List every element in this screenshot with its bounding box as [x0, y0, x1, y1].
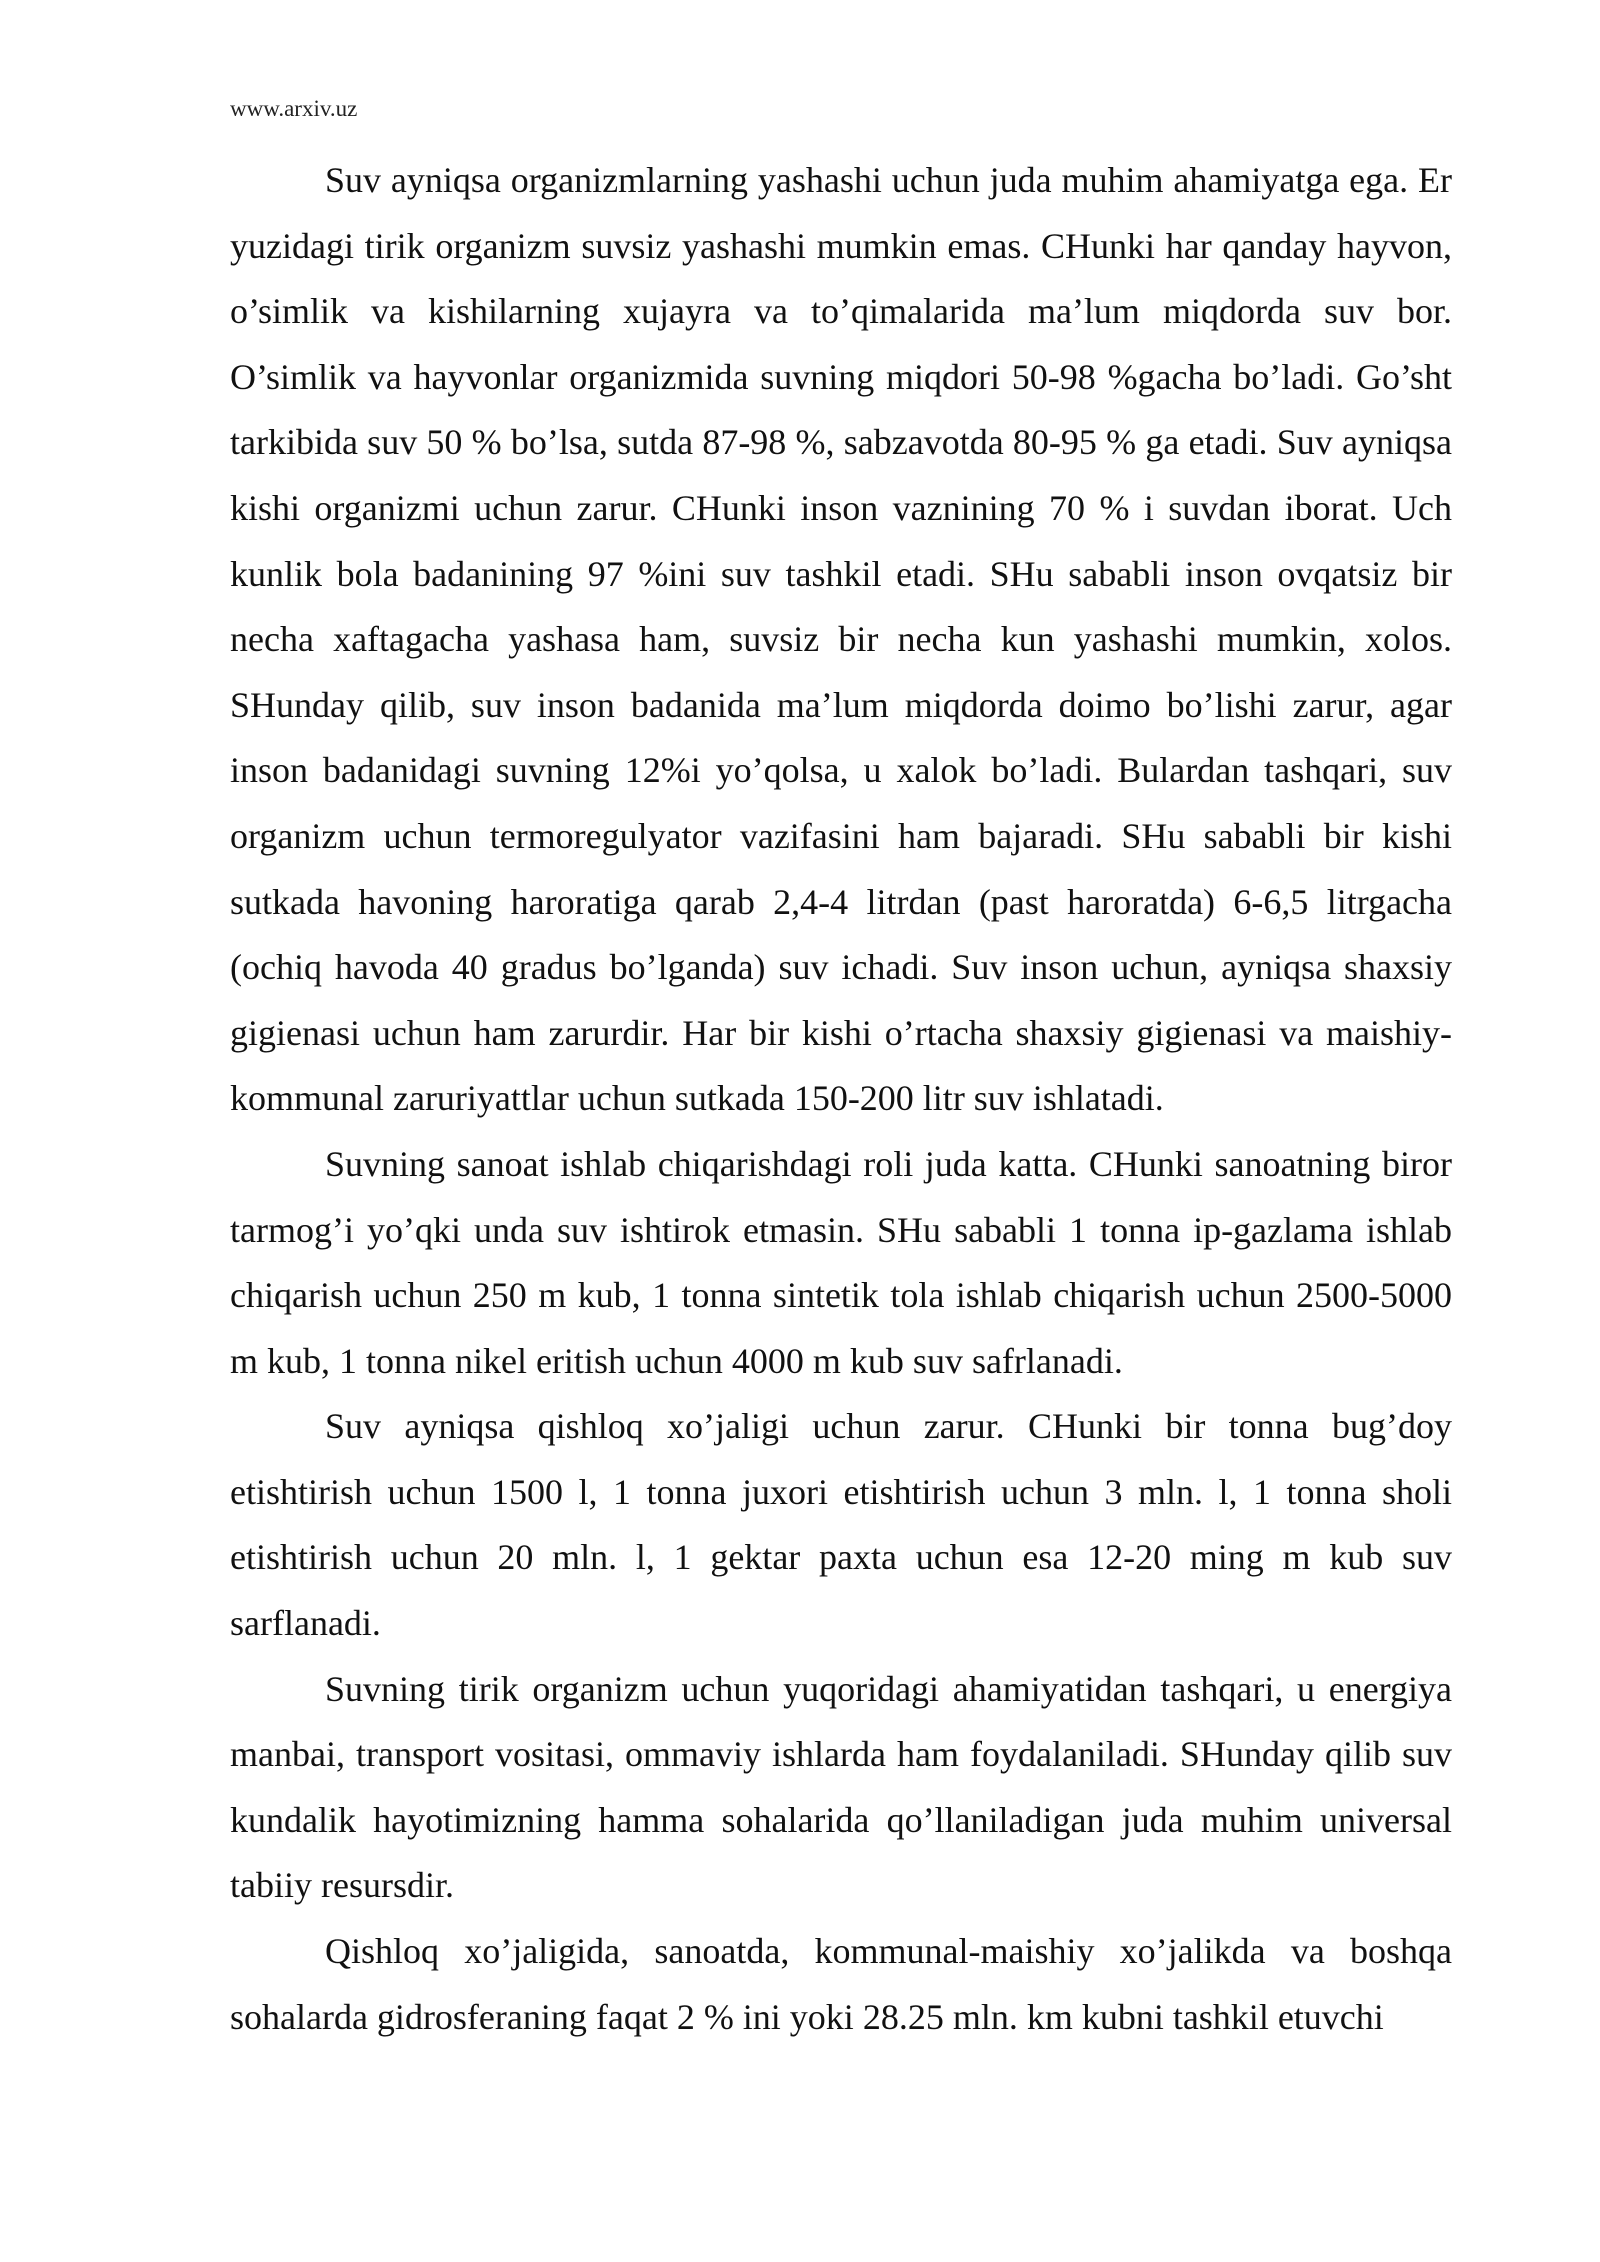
body-text	[230, 148, 1452, 2050]
site-url-header: www.arxiv.uz	[230, 96, 358, 121]
paragraph-water-organisms: Suv ayniqsa organizmlarning yashashi uchun juda muhim ahamiyatga ega. Er yuzidagi tirik organizm suvsiz yashashi mumkin emas. CHunki har qanday hayvon, o’simlik va kishilarning xujayra va to’qimalarida ma’lum miqdorda suv bor. O’simlik va hayvonlar organizmida suvning miqdori 50-98 %gacha bo’ladi. Go’sht tarkibida suv 50 % bo’lsa, sutda 87-98 %, sabzavotda 80-95 % ga etadi. Suv ayniqsa kishi organizmi uchun zarur. CHunki inson vaznining 70 % i suvdan iborat. Uch kunlik bola badanining 97 %ini suv tashkil etadi. SHu sababli inson ovqatsiz bir necha xaftagacha yashasa ham, suvsiz bir necha kun yashashi mumkin, xolos. SHunday qilib, suv inson badanida ma’lum miqdorda doimo bo’lishi zarur, agar inson badanidagi suvning 12%i yo’qolsa, u xalok bo’ladi. Bulardan tashqari, suv organizm uchun termoregulyator vazifasini ham bajaradi. SHu sababli bir kishi sutkada havoning haroratiga qarab 2,4-4 litrdan (past haroratda) 6-6,5 litrgacha (ochiq havoda 40 gradus bo’lganda) suv ichadi. Suv inson uchun, ayniqsa shaxsiy gigienasi uchun ham zarurdir. Har bir kishi o’rtacha shaxsiy gigienasi va maishiy-kommunal zaruriyattlar uchun sutkada 150-200 litr suv ishlatadi.	[230, 160, 1452, 1119]
paragraph-water-usage-sectors: Qishloq xo’jaligida, sanoatda, kommunal-maishiy xo’jalikda va boshqa sohalarda gidrosferaning faqat 2 % ini yoki 28.25 mln. km kubni tashkil etuvchi	[230, 1931, 1452, 2037]
paragraph-water-industry: Suvning sanoat ishlab chiqarishdagi roli juda katta. CHunki sanoatning biror tarmog’i yo’qki unda suv ishtirok etmasin. SHu sababli 1 tonna ip-gazlama ishlab chiqarish uchun 250 m kub, 1 tonna sintetik tola ishlab chiqarish uchun 2500-5000 m kub, 1 tonna nikel eritish uchun 4000 m kub suv safrlanadi.	[230, 1143, 1452, 1381]
paragraph-water-agriculture: Suv ayniqsa qishloq xo’jaligi uchun zarur. CHunki bir tonna bug’doy etishtirish uchun 1500 l, 1 tonna juxori etishtirish uchun 3 mln. l, 1 tonna sholi etishtirish uchun 20 mln. l, 1 gektar paxta uchun esa 12-20 ming m kub suv sarflanadi.	[230, 1406, 1452, 1644]
paragraph-water-universal-resource: Suvning tirik organizm uchun yuqoridagi ahamiyatidan tashqari, u energiya manbai, transport vositasi, ommaviy ishlarda ham foydalaniladi. SHunday qilib suv kundalik hayotimizning hamma sohalarida qo’llaniladigan juda muhim universal tabiiy resursdir.	[230, 1668, 1452, 1906]
